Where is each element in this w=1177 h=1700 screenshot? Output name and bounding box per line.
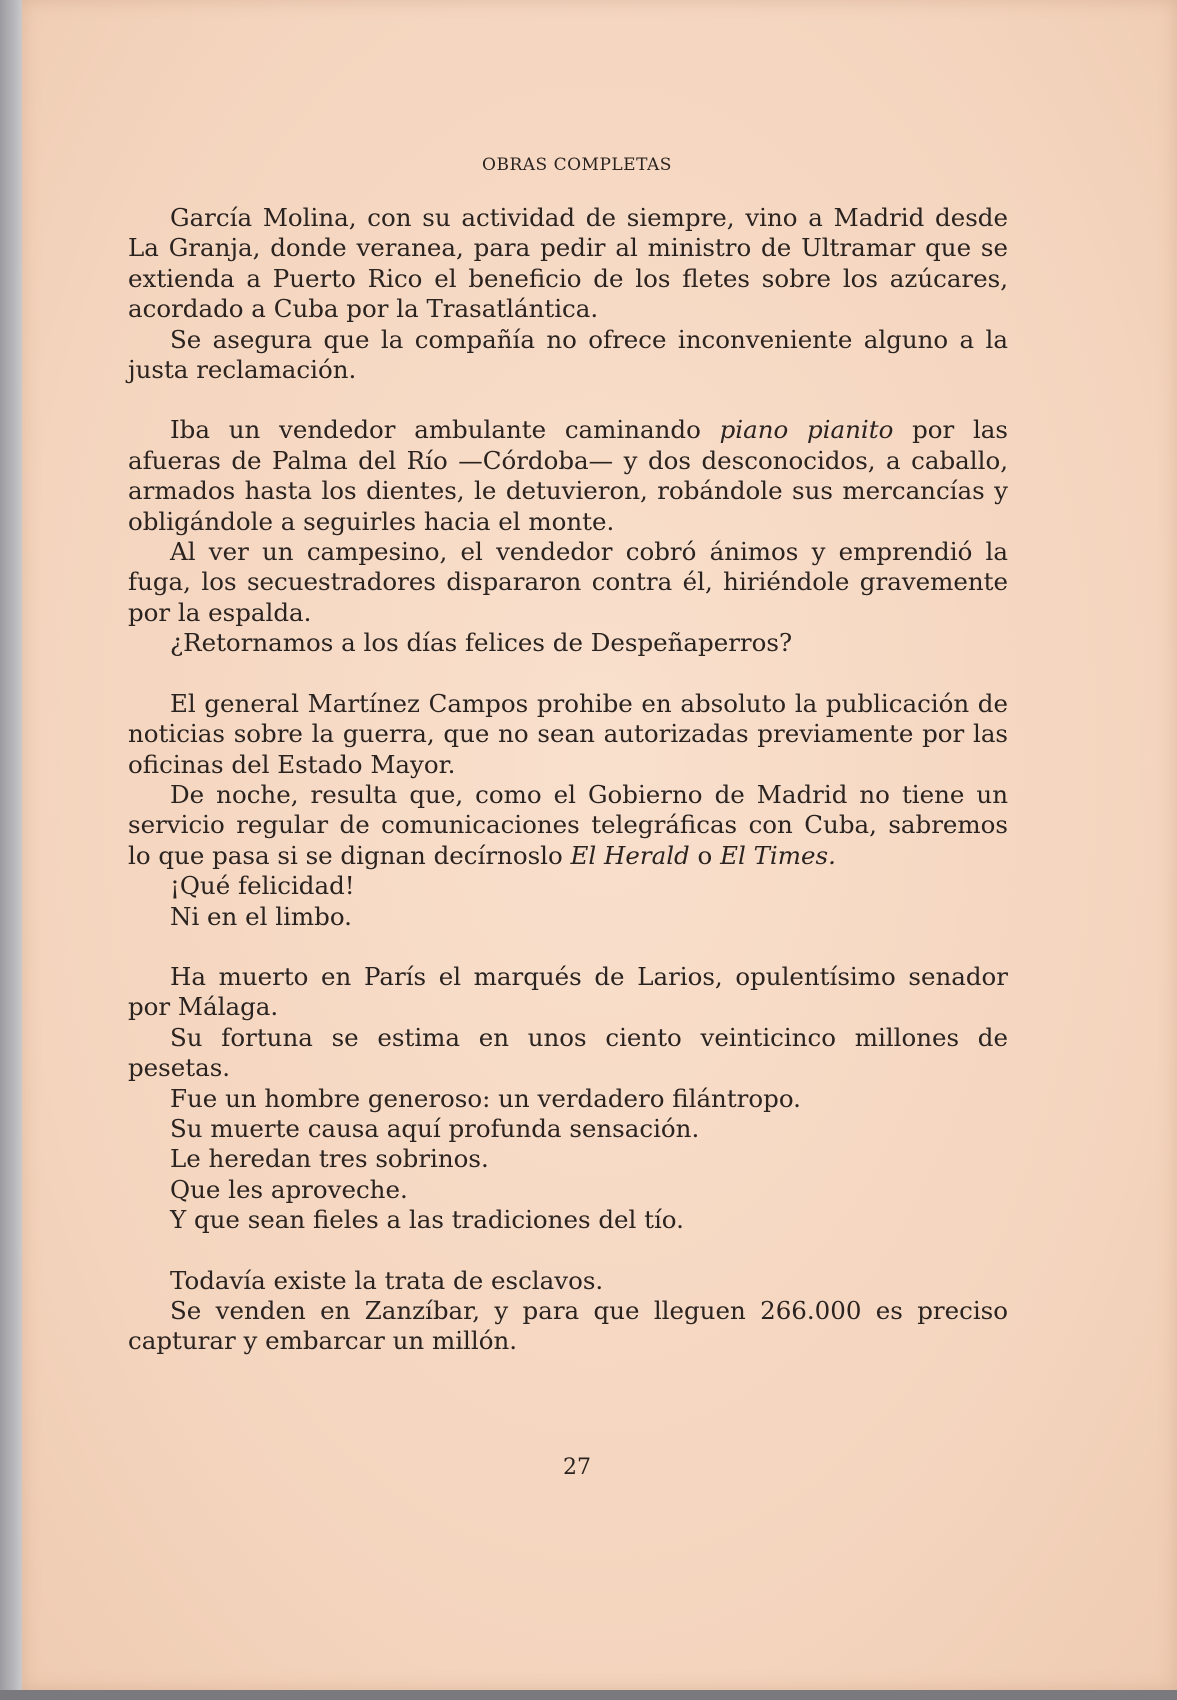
paragraph: Al ver un campesino, el vendedor cobró ánimos y emprendió la fuga, los secuestradores dispararon contra él, hiriéndole gravemente por la espalda. (128, 537, 1008, 627)
paragraph: Todavía existe la trata de esclavos. (170, 1265, 604, 1295)
text-run: por las afueras de Palma del Río —Córdoba— y dos desconocidos, a caballo, armados hasta los dientes, le detuvieron, robándole sus mercancías y obligándole a seguirles hacia el monte. (128, 415, 1008, 536)
paragraph: ¿Retornamos a los días felices de Despeñaperros? (170, 628, 793, 658)
paragraph: Ni en el limbo. (170, 901, 352, 931)
paragraph: Ha muerto en París el marqués de Larios, opulentísimo senador por Málaga. (128, 961, 1008, 1022)
paragraph: Y que sean fieles a las tradiciones del tío. (170, 1205, 684, 1235)
paragraph: García Molina, con su actividad de siempre, vino a Madrid desde La Granja, donde veranea, para pedir al ministro de Ultramar que se extienda a Puerto Rico el beneficio de los fletes sobre los azúcares, acordado a Cuba por la Trasatlántica. (128, 203, 1008, 324)
text-run: Iba un vendedor ambulante caminando (170, 415, 720, 445)
italic-run: El Times. (720, 840, 836, 870)
paragraph: El general Martínez Campos prohibe en absoluto la publicación de noticias sobre la guerra, que no sean autorizadas previamente por las oficinas del Estado Mayor. (128, 688, 1008, 779)
paragraph: Su fortuna se estima en unos ciento veinticinco millones de pesetas. (128, 1022, 1008, 1083)
paragraph (128, 780, 1008, 871)
scan-edge (0, 0, 22, 1700)
text-run: De noche, resulta que, como el Gobierno de Madrid no tiene un servicio regular de comunicaciones telegráficas con Cuba, sabremos lo que pasa si se dignan decírnoslo (128, 779, 1008, 870)
text-run: o (689, 840, 721, 870)
paragraph: Se asegura que la compañía no ofrece inconveniente alguno a la justa reclamación. (128, 324, 1008, 385)
paragraph: Que les aproveche. (170, 1174, 408, 1204)
running-head: OBRAS COMPLETAS (482, 155, 672, 175)
italic-run: El Herald (570, 840, 690, 870)
italic-run: piano pianito (719, 415, 894, 445)
paragraph: Se venden en Zanzíbar, y para que lleguen 266.000 es preciso capturar y embarcar un millón. (128, 1296, 1008, 1356)
body-text (128, 203, 1008, 1357)
scan-edge-bottom (0, 1690, 1177, 1700)
book-page (22, 0, 1177, 1690)
paragraph: Su muerte causa aquí profunda sensación. (170, 1113, 700, 1143)
page-number: 27 (563, 1455, 591, 1480)
paragraph (128, 415, 1008, 537)
paragraph: Le heredan tres sobrinos. (170, 1144, 489, 1174)
paragraph: ¡Qué felicidad! (170, 871, 355, 901)
paragraph: Fue un hombre generoso: un verdadero filántropo. (170, 1083, 801, 1113)
